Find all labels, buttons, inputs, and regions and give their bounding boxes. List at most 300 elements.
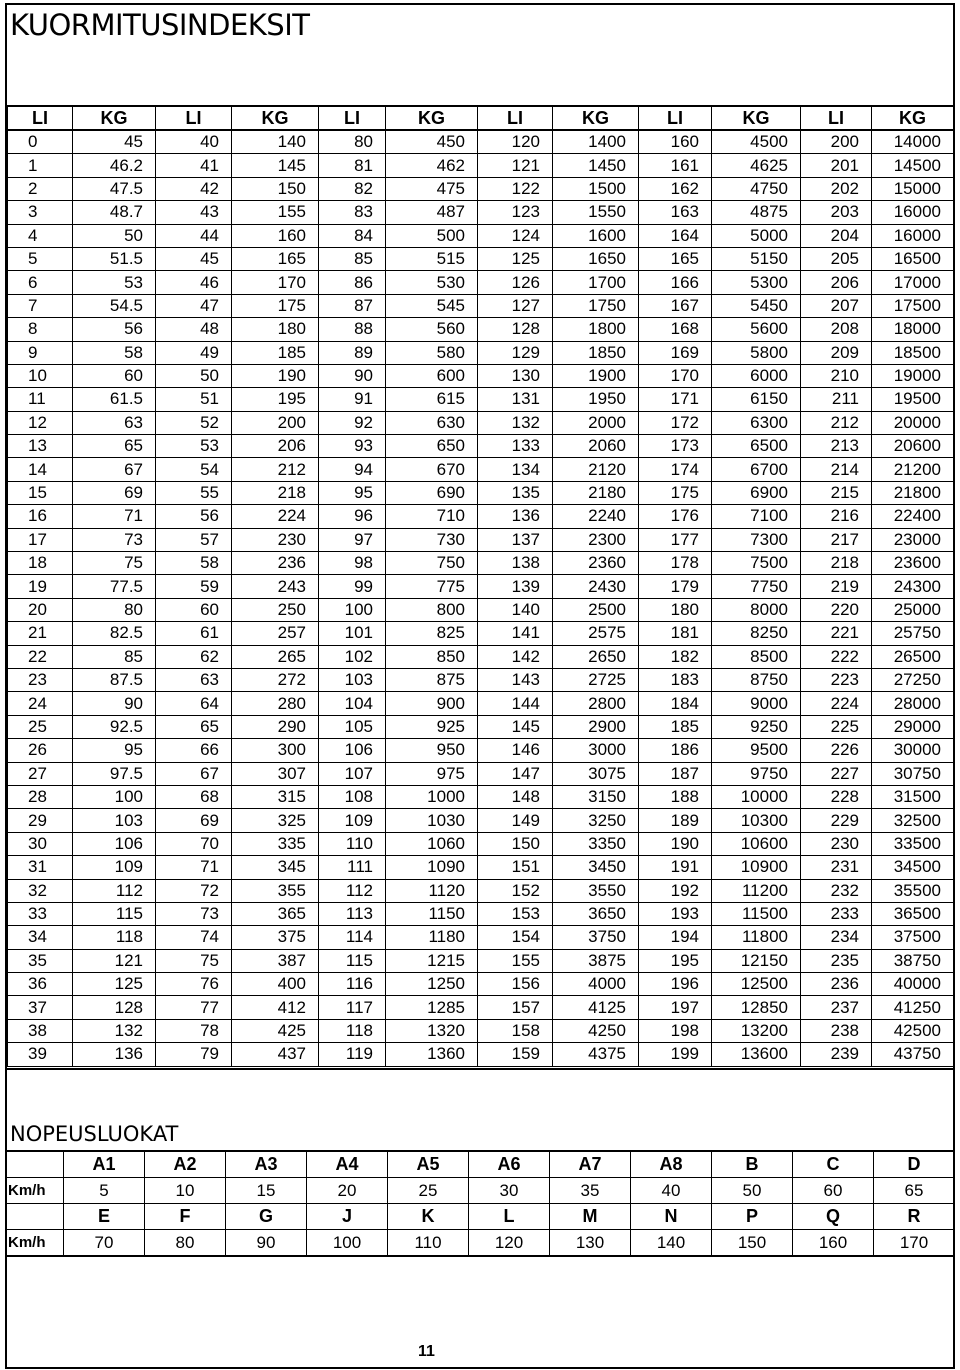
li-cell: 106 <box>319 739 386 762</box>
li-cell: 55 <box>156 481 232 504</box>
li-cell: 206 <box>801 271 872 294</box>
kg-cell: 115 <box>73 902 156 925</box>
li-cell: 189 <box>639 809 712 832</box>
speed-value: 5 <box>64 1178 145 1204</box>
kg-cell: 6900 <box>712 481 801 504</box>
kg-cell: 175 <box>232 294 319 317</box>
divider <box>5 1068 955 1070</box>
row-label: Km/h <box>6 1178 64 1204</box>
speed-section-title: NOPEUSLUOKAT <box>10 1122 179 1146</box>
kg-cell: 10600 <box>712 832 801 855</box>
table-row <box>8 247 954 270</box>
li-cell: 50 <box>156 364 232 387</box>
li-cell: 237 <box>801 996 872 1019</box>
li-cell: 80 <box>319 130 386 154</box>
li-cell: 198 <box>639 1019 712 1042</box>
kg-cell: 437 <box>232 1043 319 1066</box>
kg-cell: 30750 <box>872 762 954 785</box>
li-cell: 18 <box>8 552 73 575</box>
li-cell: 84 <box>319 224 386 247</box>
kg-cell: 165 <box>232 247 319 270</box>
kg-cell: 140 <box>232 130 319 154</box>
li-cell: 220 <box>801 598 872 621</box>
table-row <box>8 388 954 411</box>
li-cell: 58 <box>156 552 232 575</box>
li-cell: 9 <box>8 341 73 364</box>
kg-cell: 710 <box>386 505 478 528</box>
kg-cell: 3875 <box>553 949 639 972</box>
li-cell: 104 <box>319 692 386 715</box>
li-cell: 193 <box>639 902 712 925</box>
li-cell: 219 <box>801 575 872 598</box>
kg-cell: 16000 <box>872 224 954 247</box>
li-cell: 182 <box>639 645 712 668</box>
li-cell: 65 <box>156 715 232 738</box>
page-title: KUORMITUSINDEKSIT <box>10 8 310 42</box>
kg-cell: 17000 <box>872 271 954 294</box>
li-cell: 38 <box>8 1019 73 1042</box>
li-cell: 179 <box>639 575 712 598</box>
li-cell: 74 <box>156 926 232 949</box>
li-cell: 139 <box>478 575 553 598</box>
li-cell: 123 <box>478 201 553 224</box>
kg-cell: 13200 <box>712 1019 801 1042</box>
li-cell: 79 <box>156 1043 232 1066</box>
kg-cell: 1700 <box>553 271 639 294</box>
li-cell: 34 <box>8 926 73 949</box>
kg-cell: 243 <box>232 575 319 598</box>
table-row <box>8 294 954 317</box>
kg-cell: 1400 <box>553 130 639 154</box>
li-cell: 183 <box>639 668 712 691</box>
li-cell: 143 <box>478 668 553 691</box>
li-cell: 192 <box>639 879 712 902</box>
kg-cell: 12850 <box>712 996 801 1019</box>
kg-cell: 560 <box>386 318 478 341</box>
li-cell: 211 <box>801 388 872 411</box>
speed-value: 60 <box>793 1178 874 1204</box>
kg-cell: 3350 <box>553 832 639 855</box>
kg-cell: 3075 <box>553 762 639 785</box>
li-cell: 73 <box>156 902 232 925</box>
kg-cell: 2360 <box>553 552 639 575</box>
kg-cell: 1030 <box>386 809 478 832</box>
speed-code: P <box>712 1204 793 1230</box>
li-column-header: LI <box>478 106 553 130</box>
li-cell: 56 <box>156 505 232 528</box>
kg-cell: 80 <box>73 598 156 621</box>
speed-code: J <box>307 1204 388 1230</box>
li-cell: 200 <box>801 130 872 154</box>
kg-cell: 1950 <box>553 388 639 411</box>
speed-value: 15 <box>226 1178 307 1204</box>
li-column-header: LI <box>8 106 73 130</box>
kg-column-header: KG <box>712 106 801 130</box>
kg-cell: 30000 <box>872 739 954 762</box>
kg-cell: 90 <box>73 692 156 715</box>
kg-cell: 125 <box>73 973 156 996</box>
li-cell: 6 <box>8 271 73 294</box>
kg-cell: 1150 <box>386 902 478 925</box>
kg-cell: 35500 <box>872 879 954 902</box>
speed-code: N <box>631 1204 712 1230</box>
kg-cell: 11200 <box>712 879 801 902</box>
li-cell: 232 <box>801 879 872 902</box>
kg-cell: 12150 <box>712 949 801 972</box>
kg-cell: 100 <box>73 785 156 808</box>
li-cell: 142 <box>478 645 553 668</box>
li-cell: 172 <box>639 411 712 434</box>
li-cell: 66 <box>156 739 232 762</box>
li-cell: 218 <box>801 552 872 575</box>
li-cell: 15 <box>8 481 73 504</box>
li-cell: 171 <box>639 388 712 411</box>
table-row <box>8 1043 954 1066</box>
kg-cell: 1215 <box>386 949 478 972</box>
speed-code: D <box>874 1151 955 1178</box>
li-cell: 140 <box>478 598 553 621</box>
table-row <box>8 552 954 575</box>
kg-cell: 425 <box>232 1019 319 1042</box>
kg-cell: 3000 <box>553 739 639 762</box>
table-row <box>8 177 954 200</box>
kg-cell: 1550 <box>553 201 639 224</box>
li-cell: 144 <box>478 692 553 715</box>
kg-cell: 69 <box>73 481 156 504</box>
kg-cell: 61.5 <box>73 388 156 411</box>
speed-code: A5 <box>388 1151 469 1178</box>
kg-cell: 77.5 <box>73 575 156 598</box>
kg-cell: 4250 <box>553 1019 639 1042</box>
speed-code: G <box>226 1204 307 1230</box>
kg-cell: 118 <box>73 926 156 949</box>
kg-cell: 670 <box>386 458 478 481</box>
li-cell: 52 <box>156 411 232 434</box>
li-cell: 94 <box>319 458 386 481</box>
kg-cell: 14500 <box>872 154 954 177</box>
li-cell: 103 <box>319 668 386 691</box>
li-cell: 101 <box>319 622 386 645</box>
kg-cell: 4375 <box>553 1043 639 1066</box>
li-cell: 146 <box>478 739 553 762</box>
li-cell: 224 <box>801 692 872 715</box>
kg-cell: 600 <box>386 364 478 387</box>
kg-cell: 1600 <box>553 224 639 247</box>
li-cell: 10 <box>8 364 73 387</box>
li-cell: 30 <box>8 832 73 855</box>
kg-cell: 53 <box>73 271 156 294</box>
li-cell: 221 <box>801 622 872 645</box>
li-cell: 41 <box>156 154 232 177</box>
li-cell: 153 <box>478 902 553 925</box>
li-cell: 95 <box>319 481 386 504</box>
kg-cell: 41250 <box>872 996 954 1019</box>
li-cell: 92 <box>319 411 386 434</box>
li-cell: 42 <box>156 177 232 200</box>
table-row <box>8 622 954 645</box>
li-cell: 85 <box>319 247 386 270</box>
li-cell: 71 <box>156 856 232 879</box>
kg-cell: 2060 <box>553 435 639 458</box>
kg-cell: 6150 <box>712 388 801 411</box>
li-cell: 36 <box>8 973 73 996</box>
kg-cell: 170 <box>232 271 319 294</box>
li-cell: 77 <box>156 996 232 1019</box>
kg-cell: 9000 <box>712 692 801 715</box>
kg-cell: 257 <box>232 622 319 645</box>
li-cell: 91 <box>319 388 386 411</box>
li-cell: 227 <box>801 762 872 785</box>
li-cell: 159 <box>478 1043 553 1066</box>
kg-cell: 48.7 <box>73 201 156 224</box>
kg-cell: 1650 <box>553 247 639 270</box>
kg-cell: 23000 <box>872 528 954 551</box>
li-cell: 197 <box>639 996 712 1019</box>
li-cell: 83 <box>319 201 386 224</box>
table-row <box>8 973 954 996</box>
speed-value: 30 <box>469 1178 550 1204</box>
kg-cell: 25750 <box>872 622 954 645</box>
kg-cell: 5800 <box>712 341 801 364</box>
page-number: 11 <box>418 1343 435 1360</box>
li-cell: 199 <box>639 1043 712 1066</box>
li-cell: 116 <box>319 973 386 996</box>
li-cell: 128 <box>478 318 553 341</box>
li-cell: 118 <box>319 1019 386 1042</box>
li-cell: 195 <box>639 949 712 972</box>
kg-cell: 8750 <box>712 668 801 691</box>
kg-cell: 7750 <box>712 575 801 598</box>
li-cell: 46 <box>156 271 232 294</box>
li-cell: 33 <box>8 902 73 925</box>
kg-cell: 37500 <box>872 926 954 949</box>
kg-cell: 212 <box>232 458 319 481</box>
kg-cell: 2240 <box>553 505 639 528</box>
kg-cell: 43750 <box>872 1043 954 1066</box>
li-cell: 141 <box>478 622 553 645</box>
li-cell: 138 <box>478 552 553 575</box>
kg-cell: 4500 <box>712 130 801 154</box>
kg-cell: 775 <box>386 575 478 598</box>
li-cell: 124 <box>478 224 553 247</box>
li-cell: 151 <box>478 856 553 879</box>
kg-cell: 280 <box>232 692 319 715</box>
li-cell: 102 <box>319 645 386 668</box>
kg-cell: 925 <box>386 715 478 738</box>
kg-cell: 1500 <box>553 177 639 200</box>
kg-cell: 4625 <box>712 154 801 177</box>
kg-cell: 17500 <box>872 294 954 317</box>
kg-cell: 19500 <box>872 388 954 411</box>
table-row <box>8 458 954 481</box>
speed-value: 35 <box>550 1178 631 1204</box>
kg-cell: 515 <box>386 247 478 270</box>
li-cell: 97 <box>319 528 386 551</box>
speed-code: A4 <box>307 1151 388 1178</box>
li-cell: 212 <box>801 411 872 434</box>
li-column-header: LI <box>639 106 712 130</box>
li-cell: 213 <box>801 435 872 458</box>
li-cell: 148 <box>478 785 553 808</box>
li-cell: 21 <box>8 622 73 645</box>
kg-cell: 615 <box>386 388 478 411</box>
kg-cell: 630 <box>386 411 478 434</box>
li-cell: 223 <box>801 668 872 691</box>
kg-cell: 307 <box>232 762 319 785</box>
li-cell: 53 <box>156 435 232 458</box>
speed-code: C <box>793 1151 874 1178</box>
li-cell: 57 <box>156 528 232 551</box>
speed-code: Q <box>793 1204 874 1230</box>
li-cell: 137 <box>478 528 553 551</box>
table-row <box>8 435 954 458</box>
speed-value: 130 <box>550 1230 631 1257</box>
table-row <box>8 224 954 247</box>
table-row <box>8 341 954 364</box>
li-cell: 96 <box>319 505 386 528</box>
kg-cell: 387 <box>232 949 319 972</box>
li-cell: 105 <box>319 715 386 738</box>
li-cell: 40 <box>156 130 232 154</box>
kg-cell: 73 <box>73 528 156 551</box>
kg-cell: 145 <box>232 154 319 177</box>
speed-value: 70 <box>64 1230 145 1257</box>
kg-cell: 1120 <box>386 879 478 902</box>
speed-code: A3 <box>226 1151 307 1178</box>
li-cell: 157 <box>478 996 553 1019</box>
table-row <box>8 598 954 621</box>
table-row <box>8 739 954 762</box>
kg-cell: 9750 <box>712 762 801 785</box>
kg-cell: 121 <box>73 949 156 972</box>
kg-cell: 4875 <box>712 201 801 224</box>
speed-code: M <box>550 1204 631 1230</box>
speed-value: 90 <box>226 1230 307 1257</box>
kg-cell: 3150 <box>553 785 639 808</box>
li-cell: 63 <box>156 668 232 691</box>
table-row <box>8 411 954 434</box>
kg-cell: 23600 <box>872 552 954 575</box>
li-cell: 7 <box>8 294 73 317</box>
li-cell: 90 <box>319 364 386 387</box>
li-cell: 51 <box>156 388 232 411</box>
speed-code: R <box>874 1204 955 1230</box>
empty-cell <box>6 1151 64 1178</box>
kg-cell: 34500 <box>872 856 954 879</box>
li-cell: 120 <box>478 130 553 154</box>
kg-cell: 1850 <box>553 341 639 364</box>
kg-cell: 1320 <box>386 1019 478 1042</box>
kg-cell: 400 <box>232 973 319 996</box>
kg-cell: 2725 <box>553 668 639 691</box>
li-cell: 152 <box>478 879 553 902</box>
kg-cell: 825 <box>386 622 478 645</box>
speed-value: 110 <box>388 1230 469 1257</box>
li-cell: 16 <box>8 505 73 528</box>
kg-cell: 690 <box>386 481 478 504</box>
li-cell: 210 <box>801 364 872 387</box>
table-row <box>8 996 954 1019</box>
li-cell: 204 <box>801 224 872 247</box>
kg-cell: 33500 <box>872 832 954 855</box>
kg-cell: 8250 <box>712 622 801 645</box>
kg-cell: 50 <box>73 224 156 247</box>
kg-cell: 3450 <box>553 856 639 879</box>
li-cell: 180 <box>639 598 712 621</box>
li-cell: 23 <box>8 668 73 691</box>
kg-cell: 272 <box>232 668 319 691</box>
li-cell: 207 <box>801 294 872 317</box>
kg-cell: 2430 <box>553 575 639 598</box>
li-cell: 231 <box>801 856 872 879</box>
table-row <box>8 645 954 668</box>
kg-cell: 85 <box>73 645 156 668</box>
kg-cell: 2180 <box>553 481 639 504</box>
kg-cell: 335 <box>232 832 319 855</box>
li-cell: 32 <box>8 879 73 902</box>
kg-cell: 27250 <box>872 668 954 691</box>
speed-code: A8 <box>631 1151 712 1178</box>
li-cell: 176 <box>639 505 712 528</box>
table-row <box>8 201 954 224</box>
kg-cell: 365 <box>232 902 319 925</box>
li-cell: 160 <box>639 130 712 154</box>
kg-cell: 462 <box>386 154 478 177</box>
li-cell: 112 <box>319 879 386 902</box>
kg-cell: 28000 <box>872 692 954 715</box>
speed-value: 140 <box>631 1230 712 1257</box>
li-cell: 47 <box>156 294 232 317</box>
kg-cell: 71 <box>73 505 156 528</box>
table-row <box>8 318 954 341</box>
kg-cell: 10300 <box>712 809 801 832</box>
li-cell: 39 <box>8 1043 73 1066</box>
li-cell: 117 <box>319 996 386 1019</box>
table-row <box>8 481 954 504</box>
table-row <box>8 1019 954 1042</box>
speed-value: 65 <box>874 1178 955 1204</box>
li-cell: 209 <box>801 341 872 364</box>
kg-cell: 63 <box>73 411 156 434</box>
speed-code: A2 <box>145 1151 226 1178</box>
li-cell: 114 <box>319 926 386 949</box>
kg-cell: 265 <box>232 645 319 668</box>
kg-cell: 180 <box>232 318 319 341</box>
kg-cell: 345 <box>232 856 319 879</box>
kg-cell: 2900 <box>553 715 639 738</box>
li-cell: 167 <box>639 294 712 317</box>
li-cell: 27 <box>8 762 73 785</box>
kg-column-header: KG <box>73 106 156 130</box>
kg-cell: 11800 <box>712 926 801 949</box>
table-row <box>8 528 954 551</box>
table-row <box>8 668 954 691</box>
kg-cell: 22400 <box>872 505 954 528</box>
li-cell: 130 <box>478 364 553 387</box>
li-cell: 177 <box>639 528 712 551</box>
li-cell: 11 <box>8 388 73 411</box>
li-cell: 1 <box>8 154 73 177</box>
li-cell: 154 <box>478 926 553 949</box>
kg-cell: 109 <box>73 856 156 879</box>
kg-cell: 1800 <box>553 318 639 341</box>
kg-cell: 97.5 <box>73 762 156 785</box>
kg-column-header: KG <box>872 106 954 130</box>
kg-cell: 132 <box>73 1019 156 1042</box>
table-row <box>8 809 954 832</box>
li-cell: 107 <box>319 762 386 785</box>
li-cell: 162 <box>639 177 712 200</box>
